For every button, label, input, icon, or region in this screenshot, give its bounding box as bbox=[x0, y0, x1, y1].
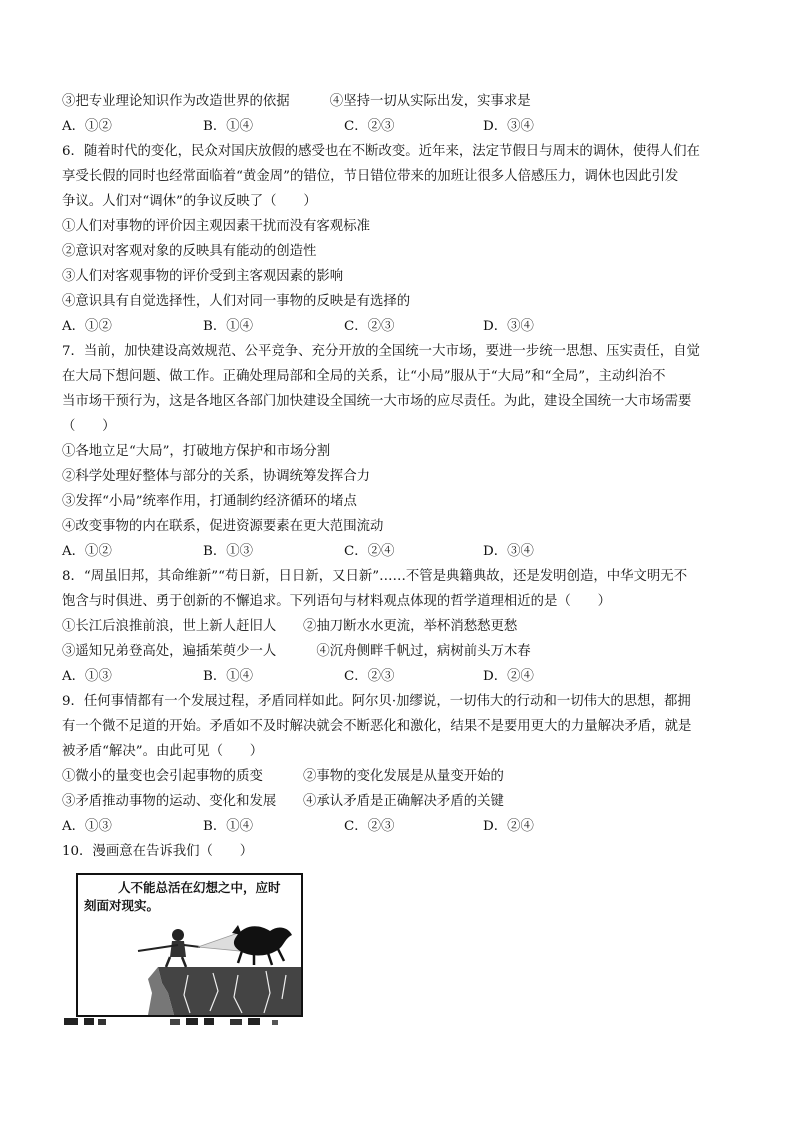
text-line: 有一个微不足道的开始。矛盾如不及时解决就会不断恶化和激化，结果不是要用更大的力量解决矛盾，就是 bbox=[62, 719, 692, 734]
answer-option: B．①④ bbox=[203, 119, 254, 134]
answer-option: C．②③ bbox=[344, 119, 395, 134]
answer-option: B．①④ bbox=[203, 319, 254, 334]
answer-option: A．①② bbox=[62, 319, 112, 334]
answer-option: D．③④ bbox=[483, 119, 534, 134]
text-line: ③发挥“小局”统率作用，打通制约经济循环的堵点 bbox=[62, 494, 357, 509]
text-line: ④改变事物的内在联系，促进资源要素在更大范围流动 bbox=[62, 519, 384, 534]
text-line: 10．漫画意在告诉我们（ ） bbox=[62, 844, 254, 859]
text-line: 8．“周虽旧邦，其命维新”“苟日新，日日新，又日新”……不管是典籍典故，还是发明创造，中华文明无不 bbox=[62, 569, 688, 584]
text-line: 7．当前，加快建设高效规范、公平竞争、充分开放的全国统一大市场，要进一步统一思想、压实责任，自觉 bbox=[62, 344, 700, 359]
answer-option: D．③④ bbox=[483, 319, 534, 334]
cartoon-caption-line2: 刻面对现实。 bbox=[84, 898, 160, 913]
answer-option: D．③④ bbox=[483, 544, 534, 559]
answer-option: A．①② bbox=[62, 544, 112, 559]
text-line: ①长江后浪推前浪，世上新人赶旧人 ②抽刀断水水更流，举杯消愁愁更愁 bbox=[62, 619, 518, 634]
text-line: （ ） bbox=[62, 419, 116, 434]
text-line: ①微小的量变也会引起事物的质变 ②事物的变化发展是从量变开始的 bbox=[62, 769, 504, 784]
answer-option: B．①④ bbox=[203, 669, 254, 684]
text-line: 争议。人们对“调休”的争议反映了（ ） bbox=[62, 194, 317, 209]
text-line: ①各地立足“大局”，打破地方保护和市场分割 bbox=[62, 444, 331, 459]
cartoon-caption-line1: 人不能总活在幻想之中，应时 bbox=[118, 880, 281, 895]
text-line: ③矛盾推动事物的运动、变化和发展 ④承认矛盾是正确解决矛盾的关键 bbox=[62, 794, 504, 809]
text-line: 9．任何事情都有一个发展过程，矛盾同样如此。阿尔贝·加缪说，一切伟大的行动和一切伟大的思想，都拥 bbox=[62, 694, 691, 709]
text-line: ③遥知兄弟登高处，遍插茱萸少一人 ④沉舟侧畔千帆过，病树前头万木春 bbox=[62, 644, 531, 659]
answer-option: D．②④ bbox=[483, 669, 534, 684]
answer-option: C．②③ bbox=[344, 669, 395, 684]
answer-option: A．①③ bbox=[62, 819, 112, 834]
text-line: 6．随着时代的变化，民众对国庆放假的感受也在不断改变。近年来，法定节假日与周末的调休，使得人们在 bbox=[62, 144, 700, 159]
text-line: ①人们对事物的评价因主观因素干扰而没有客观标准 bbox=[62, 219, 370, 234]
answer-option: C．②③ bbox=[344, 319, 395, 334]
text-line: 被矛盾“解决”。由此可见（ ） bbox=[62, 744, 264, 759]
answer-option: C．②③ bbox=[344, 819, 395, 834]
cropped-text-fragment bbox=[62, 1016, 302, 1026]
answer-option: A．①③ bbox=[62, 669, 112, 684]
text-line: ④意识具有自觉选择性，人们对同一事物的反映是有选择的 bbox=[62, 294, 411, 309]
answer-option: D．②④ bbox=[483, 819, 534, 834]
answer-option: A．①② bbox=[62, 119, 112, 134]
text-line: ③把专业理论知识作为改造世界的依据 ④坚持一切从实际出发，实事求是 bbox=[62, 94, 531, 109]
text-line: ③人们对客观事物的评价受到主客观因素的影响 bbox=[62, 269, 344, 284]
text-line: ②意识对客观对象的反映具有能动的创造性 bbox=[62, 244, 317, 259]
cartoon-figure bbox=[76, 873, 303, 1017]
text-line: 在大局下想问题、做工作。正确处理局部和全局的关系，让“小局”服从于“大局”和“全局”，主动纠治不 bbox=[62, 369, 666, 384]
text-line: 享受长假的同时也经常面临着“黄金周”的错位，节日错位带来的加班让很多人倍感压力，调休也因此引发 bbox=[62, 169, 679, 184]
answer-option: B．①④ bbox=[203, 819, 254, 834]
text-line: 饱含与时俱进、勇于创新的不懈追求。下列语句与材料观点体现的哲学道理相近的是（ ） bbox=[62, 594, 612, 609]
text-line: 当市场干预行为，这是各地区各部门加快建设全国统一大市场的应尽责任。为此，建设全国统一大市场需要 bbox=[62, 394, 692, 409]
text-line: ②科学处理好整体与部分的关系，协调统筹发挥合力 bbox=[62, 469, 370, 484]
cartoon-illustration bbox=[78, 875, 301, 1015]
answer-option: B．①③ bbox=[203, 544, 254, 559]
answer-option: C．②④ bbox=[344, 544, 395, 559]
